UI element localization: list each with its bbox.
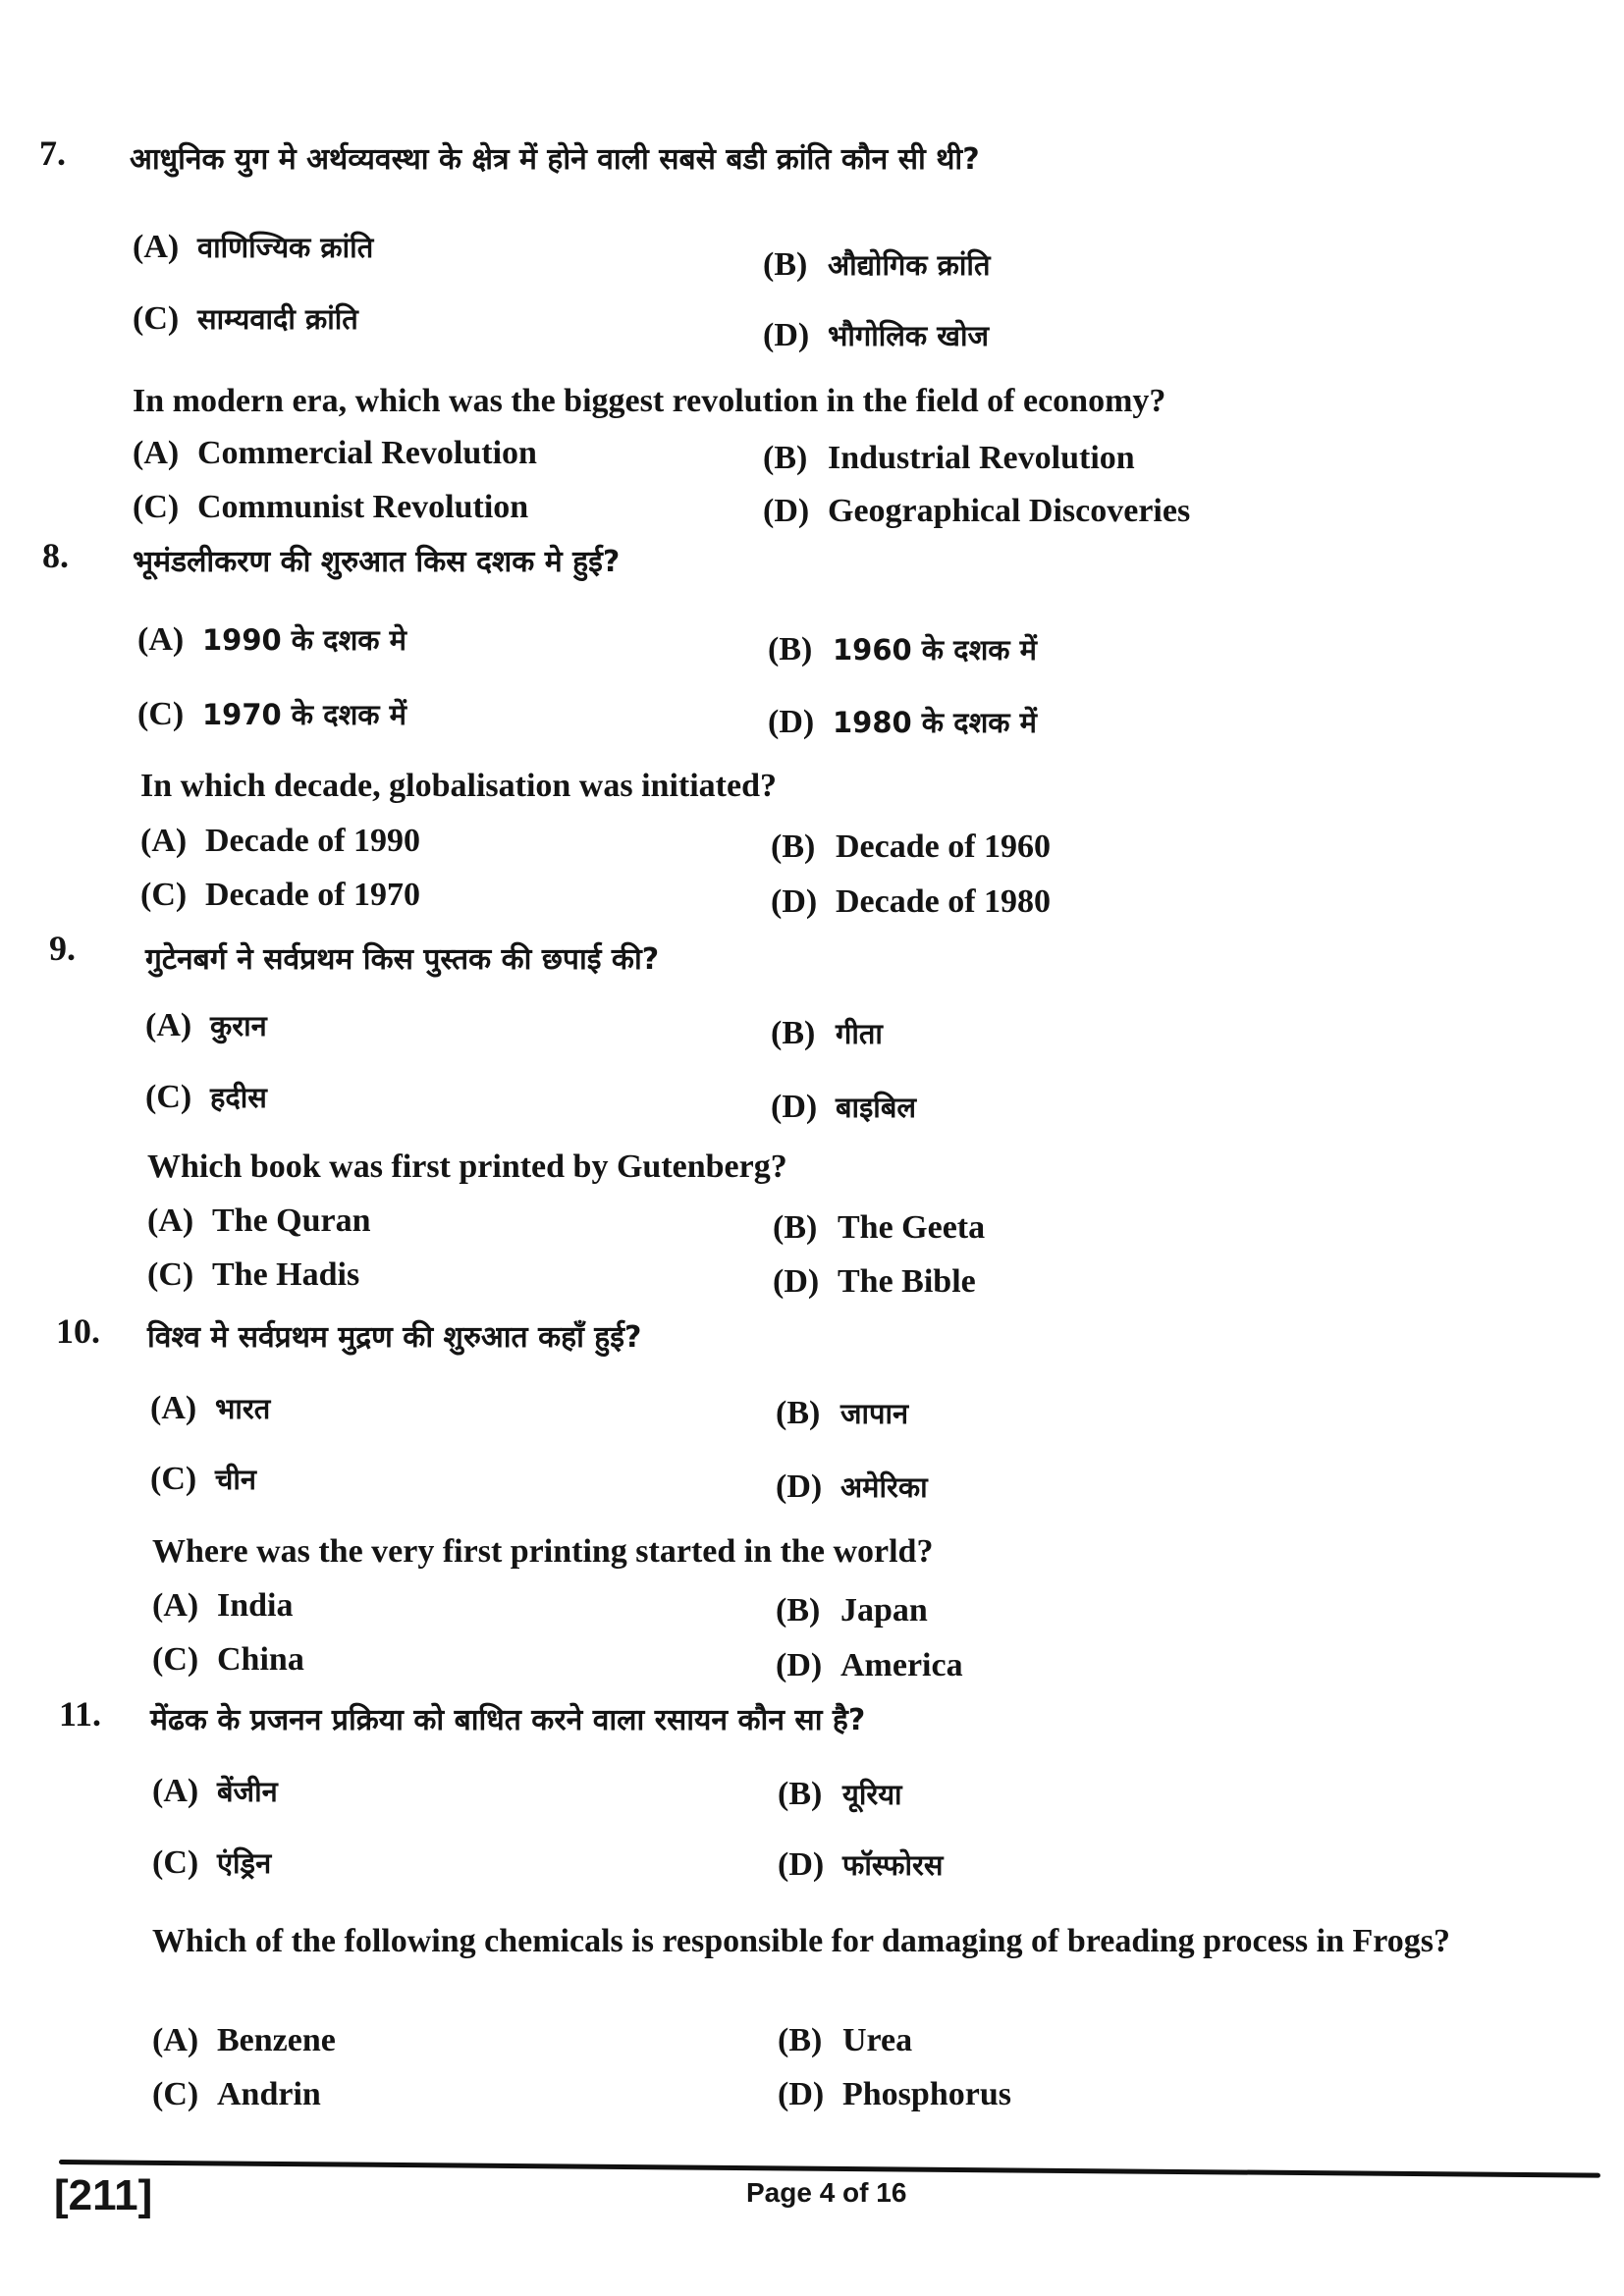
- option-b-hindi: (B) जापान: [776, 1395, 909, 1431]
- option-b-english: (B) The Geeta: [773, 1209, 986, 1246]
- question-number: 10.: [56, 1311, 100, 1351]
- option-a-english: (A) Decade of 1990: [140, 823, 421, 859]
- option-d-hindi: (D) भौगोलिक खोज: [763, 317, 990, 353]
- option-c-english: (C) Andrin: [152, 2076, 321, 2112]
- question-text-english: In which decade, globalisation was initiated?: [140, 768, 777, 804]
- option-a-hindi: (A) बेंजीन: [152, 1773, 278, 1809]
- question-number: 8.: [42, 536, 69, 575]
- paper-code: [211]: [54, 2171, 153, 2219]
- question-text-hindi: विश्व मे सर्वप्रथम मुद्रण की शुरुआत कहाँ हुई?: [147, 1320, 642, 1355]
- option-c-english: (C) Communist Revolution: [133, 489, 529, 525]
- option-b-hindi: (B) यूरिया: [778, 1776, 902, 1812]
- question-text-english: Where was the very first printing started in the world?: [152, 1533, 934, 1570]
- option-d-english: (D) Phosphorus: [778, 2076, 1011, 2112]
- option-a-english: (A) The Quran: [147, 1202, 371, 1239]
- question-number: 9.: [49, 929, 76, 968]
- question-text-english: Which book was first printed by Gutenberg?: [147, 1148, 787, 1185]
- question-text-english: Which of the following chemicals is responsible for damaging of breading process in Frogs?: [152, 1923, 1450, 1959]
- question-number: 7.: [39, 133, 66, 173]
- option-d-hindi: (D) बाइबिल: [771, 1089, 917, 1125]
- option-d-hindi: (D) फॉस्फोरस: [778, 1846, 944, 1883]
- question-text-hindi: भूमंडलीकरण की शुरुआत किस दशक मे हुई?: [133, 545, 621, 579]
- option-b-english: (B) Japan: [776, 1592, 928, 1629]
- option-d-english: (D) The Bible: [773, 1263, 976, 1300]
- option-b-english: (B) Decade of 1960: [771, 828, 1052, 865]
- question-text-hindi: आधुनिक युग मे अर्थव्यवस्था के क्षेत्र में होने वाली सबसे बडी क्रांति कौन सी थी?: [130, 142, 980, 177]
- option-a-english: (A) Benzene: [152, 2022, 336, 2058]
- option-c-english: (C) The Hadis: [147, 1256, 360, 1293]
- option-c-hindi: (C) चीन: [150, 1461, 257, 1497]
- option-b-hindi: (B) 1960 के दशक में: [768, 631, 1038, 667]
- option-d-english: (D) Geographical Discoveries: [763, 493, 1191, 529]
- option-b-hindi: (B) औद्योगिक क्रांति: [763, 246, 991, 283]
- option-d-english: (D) Decade of 1980: [771, 883, 1052, 920]
- option-a-english: (A) Commercial Revolution: [133, 435, 537, 471]
- option-a-hindi: (A) भारत: [150, 1390, 271, 1426]
- option-a-english: (A) India: [152, 1587, 294, 1624]
- option-d-hindi: (D) अमेरिका: [776, 1468, 928, 1505]
- question-number: 11.: [59, 1694, 102, 1734]
- option-c-hindi: (C) 1970 के दशक में: [137, 696, 407, 732]
- page-number: Page 4 of 16: [746, 2177, 907, 2208]
- option-a-hindi: (A) वाणिज्यिक क्रांति: [133, 229, 374, 265]
- option-b-english: (B) Industrial Revolution: [763, 440, 1135, 476]
- question-text-hindi: गुटेनबर्ग ने सर्वप्रथम किस पुस्तक की छपाई की?: [145, 942, 660, 977]
- option-b-hindi: (B) गीता: [771, 1015, 883, 1051]
- option-c-english: (C) China: [152, 1641, 304, 1678]
- option-c-hindi: (C) एंड्रिन: [152, 1844, 272, 1881]
- footer-divider: [59, 2160, 1600, 2178]
- option-c-hindi: (C) हदीस: [145, 1079, 267, 1115]
- option-c-hindi: (C) साम्यवादी क्रांति: [133, 300, 358, 337]
- option-d-hindi: (D) 1980 के दशक में: [768, 704, 1038, 740]
- option-a-hindi: (A) कुरान: [145, 1007, 267, 1043]
- option-a-hindi: (A) 1990 के दशक मे: [137, 621, 407, 658]
- question-text-english: In modern era, which was the biggest revolution in the field of economy?: [133, 383, 1166, 419]
- option-c-english: (C) Decade of 1970: [140, 877, 421, 913]
- question-text-hindi: मेंढक के प्रजनन प्रक्रिया को बाधित करने वाला रसायन कौन सा है?: [150, 1703, 866, 1737]
- option-d-english: (D) America: [776, 1647, 963, 1683]
- option-b-english: (B) Urea: [778, 2022, 913, 2058]
